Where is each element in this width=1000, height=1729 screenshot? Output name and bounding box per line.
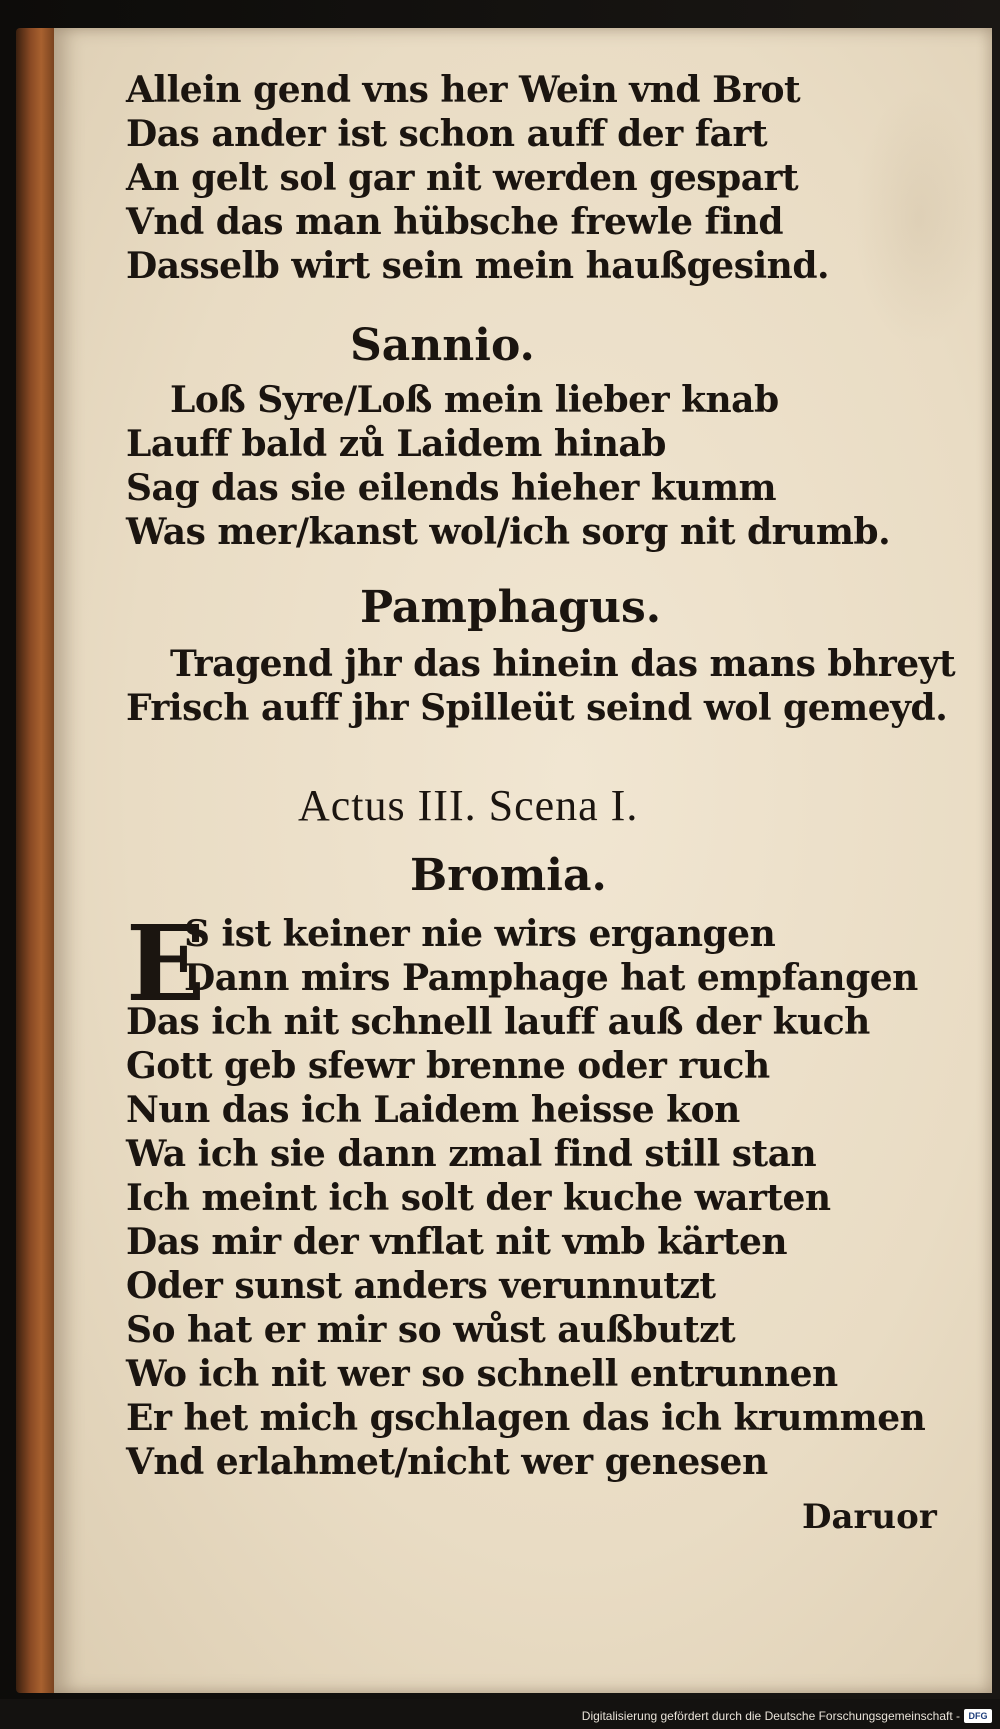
verse-line: Er het mich gschlagen das ich krummen [126, 1397, 926, 1439]
verse-line: Dasselb wirt sein mein haußgesind. [126, 245, 830, 287]
verse-line: Vnd das man hübsche frewle find [126, 201, 784, 243]
verse-line: Wo ich nit wer so schnell entrunnen [126, 1353, 838, 1395]
verse-line: Frisch auff jhr Spilleüt seind wol gemeyd. [126, 687, 948, 729]
speaker-name-bromia: Bromia. [410, 850, 607, 901]
verse-line: Was mer/kanst wol/ich sorg nit drumb. [126, 511, 891, 553]
dfg-logo: DFG [964, 1709, 992, 1723]
drop-cap: E [126, 902, 206, 1025]
verse-line: Oder sunst anders verunnutzt [126, 1265, 716, 1307]
verse-line: Dann mirs Pamphage hat empfangen [184, 957, 918, 999]
footer-bar [0, 1699, 1000, 1729]
verse-line: S ist keiner nie wirs ergangen [184, 913, 776, 955]
verse-line: Gott geb sfewr brenne oder ruch [126, 1045, 770, 1087]
speaker-name-pamphagus: Pamphagus. [360, 582, 662, 633]
verse-line: Vnd erlahmet/nicht wer genesen [126, 1441, 768, 1483]
page-fore-edge [16, 28, 58, 1693]
verse-line: Loß Syre/Loß mein lieber knab [170, 379, 779, 421]
paper-stain [854, 88, 984, 348]
verse-line: Wa ich sie dann zmal find still stan [126, 1133, 817, 1175]
verse-line: Ich meint ich solt der kuche warten [126, 1177, 831, 1219]
verse-line: An gelt sol gar nit werden gespart [126, 157, 799, 199]
act-scene-heading: Actus III. Scena I. [298, 781, 639, 830]
verse-line: Das ander ist schon auff der fart [126, 113, 768, 155]
verse-line: Allein gend vns her Wein vnd Brot [126, 69, 801, 111]
verse-line: Nun das ich Laidem heisse kon [126, 1089, 740, 1131]
verse-line: So hat er mir so wůst außbutzt [126, 1309, 736, 1351]
book-page [54, 28, 992, 1693]
verse-line: Tragend jhr das hinein das mans bhreyt [170, 643, 956, 685]
catchword: Daruor [802, 1497, 937, 1537]
speaker-name-sannio: Sannio. [350, 320, 535, 371]
verse-line: Lauff bald zů Laidem hinab [126, 423, 666, 465]
verse-line: Das mir der vnflat nit vmb kärten [126, 1221, 788, 1263]
verse-line: Sag das sie eilends hieher kumm [126, 467, 777, 509]
verse-line: Das ich nit schnell lauff auß der kuch [126, 1001, 870, 1043]
digitization-credit: Digitalisierung gefördert durch die Deutsche Forschungsgemeinschaft - [581, 1709, 960, 1723]
